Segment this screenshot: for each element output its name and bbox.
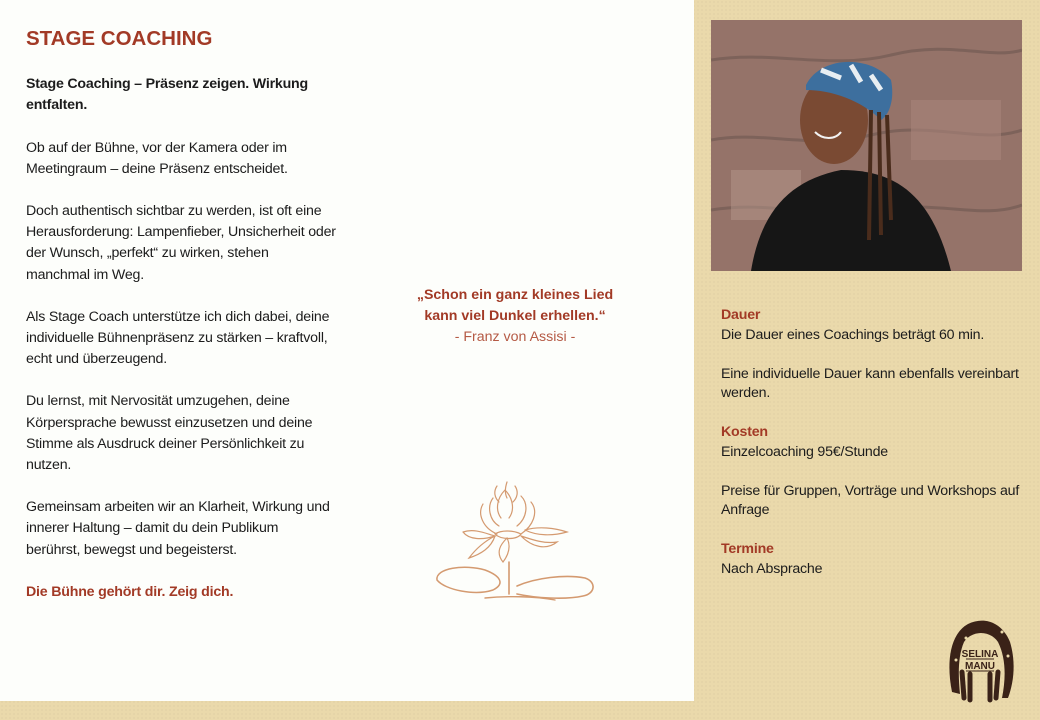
selina-manu-logo[interactable] — [944, 612, 1016, 704]
svg-text:MANU: MANU — [965, 661, 995, 672]
coaching-details — [721, 306, 1021, 579]
costs-note: Preise für Gruppen, Vorträge und Workshops auf Anfrage — [721, 482, 1020, 518]
svg-text:SELINA: SELINA — [961, 649, 999, 660]
paragraph: Ob auf der Bühne, vor der Kamera oder im Meetingraum – deine Präsenz entscheidet. — [26, 139, 288, 177]
duration-text: Die Dauer eines Coachings beträgt 60 min. — [721, 326, 985, 343]
closing-statement: Die Bühne gehört dir. Zeig dich. — [26, 583, 234, 600]
portrait-photo — [711, 20, 1022, 271]
paragraph: Gemeinsam arbeiten wir an Klarheit, Wirkung und innerer Haltung – damit du dein Publikum berührst, bewegst und begeisterst. — [26, 499, 330, 558]
page-title: STAGE COACHING — [26, 27, 213, 50]
lotus-flower-icon — [425, 478, 605, 606]
appointments-heading: Termine — [721, 541, 774, 557]
subtitle: Stage Coaching – Präsenz zeigen. Wirkung entfalten. — [26, 76, 308, 114]
costs-text: Einzelcoaching 95€/Stunde — [721, 443, 888, 460]
costs-heading: Kosten — [721, 424, 768, 440]
quote-line: kann viel Dunkel erhellen.“ — [424, 308, 606, 324]
paragraph: Du lernst, mit Nervosität umzugehen, deine Körpersprache bewusst einzusetzen und deine Stimme als Ausdruck deiner Persönlichkeit zu nutzen. — [26, 393, 313, 474]
duration-note: Eine individuelle Dauer kann ebenfalls vereinbart werden. — [721, 365, 1019, 401]
quote-line: „Schon ein ganz kleines Lied — [416, 287, 614, 303]
paragraph: Doch authentisch sichtbar zu werden, ist oft eine Herausforderung: Lampenfieber, Unsicherheit oder der Wunsch, „perfekt“ zu wirken, stehen manchmal im Weg. — [26, 203, 336, 283]
portrait-illustration — [711, 20, 1022, 271]
stage-coaching-text — [26, 28, 336, 603]
paragraph: Als Stage Coach unterstütze ich dich dabei, deine individuelle Bühnenpräsenz zu stärken – kraftvoll, echt und überzeugend. — [26, 308, 330, 368]
quote-author: - Franz von Assisi - — [454, 329, 576, 345]
quote — [380, 285, 650, 348]
duration-heading: Dauer — [721, 307, 761, 323]
appointments-text: Nach Absprache — [721, 560, 823, 577]
